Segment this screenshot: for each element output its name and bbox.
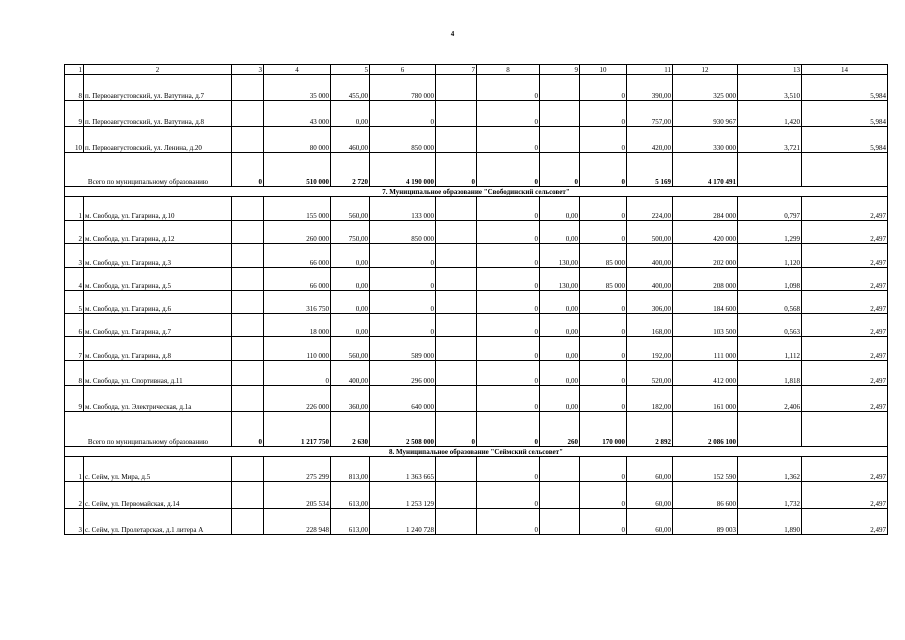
table-cell: 0 bbox=[580, 457, 627, 482]
table-cell bbox=[232, 244, 264, 268]
row-number: 1 bbox=[65, 457, 84, 482]
table-cell: 5,984 bbox=[802, 127, 888, 153]
address-cell: м. Свобода, ул. Гагарина, д.7 bbox=[84, 314, 232, 337]
table-row bbox=[65, 291, 888, 314]
total-cell: 5 169 bbox=[627, 153, 673, 187]
table-cell: 0 bbox=[477, 221, 540, 244]
table-cell: 400,00 bbox=[627, 268, 673, 291]
table-cell bbox=[232, 221, 264, 244]
table-cell: 0 bbox=[477, 197, 540, 221]
row-number: 5 bbox=[65, 291, 84, 314]
table-cell: 0 bbox=[580, 101, 627, 127]
table-row bbox=[65, 386, 888, 412]
table-cell: 589 000 bbox=[370, 337, 436, 361]
table-cell: 520,00 bbox=[627, 361, 673, 386]
row-number: 1 bbox=[65, 197, 84, 221]
table-cell: 2,497 bbox=[802, 221, 888, 244]
table-cell: 224,00 bbox=[627, 197, 673, 221]
table-cell: 2,497 bbox=[802, 457, 888, 482]
table-cell: 0 bbox=[477, 291, 540, 314]
table-cell: 85 000 bbox=[580, 268, 627, 291]
row-number: 2 bbox=[65, 221, 84, 244]
table-cell: 2,497 bbox=[802, 268, 888, 291]
total-cell bbox=[802, 153, 888, 187]
table-cell bbox=[232, 482, 264, 509]
table-cell: 0 bbox=[580, 337, 627, 361]
row-number: 9 bbox=[65, 386, 84, 412]
table-cell: 60,00 bbox=[627, 509, 673, 535]
table-cell: 640 000 bbox=[370, 386, 436, 412]
header-cell: 6 bbox=[370, 65, 436, 75]
table-cell: 43 000 bbox=[264, 101, 331, 127]
address-cell: п. Первоавгустовский, ул. Ленина, д.20 bbox=[84, 127, 232, 153]
row-number: 3 bbox=[65, 244, 84, 268]
table-cell: 85 000 bbox=[580, 244, 627, 268]
row-number: 8 bbox=[65, 361, 84, 386]
table-cell: 0 bbox=[580, 127, 627, 153]
table-cell bbox=[540, 457, 580, 482]
table-cell: 1,112 bbox=[738, 337, 802, 361]
table-cell: 306,00 bbox=[627, 291, 673, 314]
table-cell: 2,406 bbox=[738, 386, 802, 412]
table-row bbox=[65, 314, 888, 337]
header-cell: 11 bbox=[627, 65, 673, 75]
table-cell: 750,00 bbox=[331, 221, 370, 244]
table-cell: 0 bbox=[477, 268, 540, 291]
total-cell: 510 000 bbox=[264, 153, 331, 187]
table-cell bbox=[232, 337, 264, 361]
table-cell bbox=[436, 127, 477, 153]
table-cell: 1,890 bbox=[738, 509, 802, 535]
table-cell: 0,00 bbox=[540, 361, 580, 386]
header-cell: 4 bbox=[264, 65, 331, 75]
table-cell: 2,497 bbox=[802, 361, 888, 386]
total-cell: 2 508 000 bbox=[370, 412, 436, 447]
table-cell: 2,497 bbox=[802, 509, 888, 535]
table-cell: 460,00 bbox=[331, 127, 370, 153]
table-cell bbox=[232, 509, 264, 535]
table-row bbox=[65, 509, 888, 535]
table-cell: 1,299 bbox=[738, 221, 802, 244]
table-cell: 80 000 bbox=[264, 127, 331, 153]
table-cell: 2,497 bbox=[802, 197, 888, 221]
table-cell: 780 000 bbox=[370, 75, 436, 101]
table-cell: 390,00 bbox=[627, 75, 673, 101]
table-cell: 0 bbox=[477, 509, 540, 535]
section-title: 7. Муниципальное образование "Свободинский сельсовет" bbox=[65, 187, 888, 197]
total-cell: 2 086 100 bbox=[673, 412, 738, 447]
address-cell: п. Первоавгустовский, ул. Ватутина, д.7 bbox=[84, 75, 232, 101]
table-cell: 0,00 bbox=[540, 337, 580, 361]
total-cell: 0 bbox=[540, 153, 580, 187]
table-cell: 18 000 bbox=[264, 314, 331, 337]
data-table bbox=[64, 64, 888, 535]
table-cell bbox=[232, 457, 264, 482]
table-cell: 60,00 bbox=[627, 457, 673, 482]
table-cell: 455,00 bbox=[331, 75, 370, 101]
table-cell bbox=[436, 337, 477, 361]
table-cell: 0 bbox=[477, 314, 540, 337]
table-row bbox=[65, 337, 888, 361]
table-cell: 850 000 bbox=[370, 127, 436, 153]
table-cell: 316 750 bbox=[264, 291, 331, 314]
table-cell: 500,00 bbox=[627, 221, 673, 244]
table-cell: 850 000 bbox=[370, 221, 436, 244]
table-cell: 110 000 bbox=[264, 337, 331, 361]
table-cell: 296 000 bbox=[370, 361, 436, 386]
address-cell: с. Сейм, ул. Пролетарская, д.1 литера А bbox=[84, 509, 232, 535]
table-cell: 813,00 bbox=[331, 457, 370, 482]
table-cell: 202 000 bbox=[673, 244, 738, 268]
table-cell: 182,00 bbox=[627, 386, 673, 412]
table-cell: 3,510 bbox=[738, 75, 802, 101]
table-cell: 0 bbox=[477, 386, 540, 412]
table-cell: 228 948 bbox=[264, 509, 331, 535]
header-cell: 2 bbox=[84, 65, 232, 75]
table-cell: 133 000 bbox=[370, 197, 436, 221]
table-cell: 275 299 bbox=[264, 457, 331, 482]
table-cell bbox=[540, 101, 580, 127]
table-cell: 1,098 bbox=[738, 268, 802, 291]
table-cell bbox=[436, 361, 477, 386]
table-cell: 2,497 bbox=[802, 291, 888, 314]
header-cell: 10 bbox=[580, 65, 627, 75]
table-cell bbox=[436, 291, 477, 314]
table-cell: 0 bbox=[580, 314, 627, 337]
table-cell: 2,497 bbox=[802, 337, 888, 361]
total-row bbox=[65, 153, 888, 187]
table-cell: 613,00 bbox=[331, 482, 370, 509]
total-label: Всего по муниципальному образованию bbox=[65, 412, 232, 447]
table-cell: 0 bbox=[580, 361, 627, 386]
address-cell: м. Свобода, ул. Гагарина, д.12 bbox=[84, 221, 232, 244]
row-number: 2 bbox=[65, 482, 84, 509]
total-cell: 0 bbox=[477, 153, 540, 187]
total-cell bbox=[738, 153, 802, 187]
table-cell bbox=[436, 268, 477, 291]
table-cell: 1 253 129 bbox=[370, 482, 436, 509]
row-number: 6 bbox=[65, 314, 84, 337]
table-cell: 560,00 bbox=[331, 197, 370, 221]
total-label: Всего по муниципальному образованию bbox=[65, 153, 232, 187]
total-cell: 0 bbox=[436, 153, 477, 187]
table-cell: 60,00 bbox=[627, 482, 673, 509]
address-cell: с. Сейм, ул. Первомайская, д.14 bbox=[84, 482, 232, 509]
table-cell: 930 967 bbox=[673, 101, 738, 127]
table-cell: 1,818 bbox=[738, 361, 802, 386]
address-cell: м. Свобода, ул. Гагарина, д.10 bbox=[84, 197, 232, 221]
table-cell: 0 bbox=[370, 244, 436, 268]
table-row bbox=[65, 75, 888, 101]
table-cell: 161 000 bbox=[673, 386, 738, 412]
table-cell: 0,00 bbox=[540, 221, 580, 244]
table-cell: 205 534 bbox=[264, 482, 331, 509]
table-cell bbox=[436, 221, 477, 244]
total-cell: 260 bbox=[540, 412, 580, 447]
table-cell bbox=[436, 482, 477, 509]
header-cell: 12 bbox=[673, 65, 738, 75]
table-cell: 0 bbox=[580, 221, 627, 244]
table-cell: 0 bbox=[477, 101, 540, 127]
address-cell: м. Свобода, ул. Гагарина, д.5 bbox=[84, 268, 232, 291]
total-cell: 1 217 750 bbox=[264, 412, 331, 447]
row-number: 9 bbox=[65, 101, 84, 127]
section-title: 8. Муниципальное образование "Сеймский сельсовет" bbox=[65, 447, 888, 457]
table-cell: 0 bbox=[370, 268, 436, 291]
address-cell: м. Свобода, ул. Гагарина, д.8 bbox=[84, 337, 232, 361]
table-cell: 2,497 bbox=[802, 482, 888, 509]
row-number: 8 bbox=[65, 75, 84, 101]
table-cell bbox=[436, 75, 477, 101]
table-cell: 5,984 bbox=[802, 75, 888, 101]
table-cell bbox=[436, 386, 477, 412]
table-cell: 208 000 bbox=[673, 268, 738, 291]
table-cell: 0 bbox=[580, 75, 627, 101]
table-cell: 0 bbox=[477, 127, 540, 153]
table-cell: 1,732 bbox=[738, 482, 802, 509]
table-row bbox=[65, 197, 888, 221]
table-cell: 400,00 bbox=[627, 244, 673, 268]
address-cell: с. Сейм, ул. Мира, д.5 bbox=[84, 457, 232, 482]
table-cell: 0 bbox=[477, 457, 540, 482]
table-cell: 0 bbox=[477, 75, 540, 101]
table-cell: 613,00 bbox=[331, 509, 370, 535]
table-cell: 2,497 bbox=[802, 386, 888, 412]
table-cell: 0,00 bbox=[540, 291, 580, 314]
table-cell: 0 bbox=[580, 386, 627, 412]
header-row bbox=[65, 65, 888, 75]
table-cell: 1 240 728 bbox=[370, 509, 436, 535]
total-cell bbox=[802, 412, 888, 447]
table-cell bbox=[232, 361, 264, 386]
total-cell: 4 190 000 bbox=[370, 153, 436, 187]
table-cell: 3,721 bbox=[738, 127, 802, 153]
row-number: 3 bbox=[65, 509, 84, 535]
total-cell: 2 720 bbox=[331, 153, 370, 187]
table-cell: 0 bbox=[370, 314, 436, 337]
table-cell: 86 600 bbox=[673, 482, 738, 509]
header-cell: 13 bbox=[738, 65, 802, 75]
table-cell bbox=[540, 75, 580, 101]
table-cell: 130,00 bbox=[540, 244, 580, 268]
table-cell: 0 bbox=[477, 482, 540, 509]
header-cell: 7 bbox=[436, 65, 477, 75]
table-cell: 89 003 bbox=[673, 509, 738, 535]
total-cell bbox=[738, 412, 802, 447]
table-row bbox=[65, 361, 888, 386]
table-row bbox=[65, 482, 888, 509]
table-cell: 420 000 bbox=[673, 221, 738, 244]
total-cell: 170 000 bbox=[580, 412, 627, 447]
table-cell bbox=[540, 127, 580, 153]
table-row bbox=[65, 268, 888, 291]
row-number: 7 bbox=[65, 337, 84, 361]
table-cell: 330 000 bbox=[673, 127, 738, 153]
total-cell: 0 bbox=[477, 412, 540, 447]
table-cell: 226 000 bbox=[264, 386, 331, 412]
table-cell: 5,984 bbox=[802, 101, 888, 127]
table-cell bbox=[232, 75, 264, 101]
table-cell bbox=[436, 244, 477, 268]
table-cell: 0,563 bbox=[738, 314, 802, 337]
row-number: 10 bbox=[65, 127, 84, 153]
table-cell: 130,00 bbox=[540, 268, 580, 291]
table-cell bbox=[436, 197, 477, 221]
table-cell bbox=[232, 268, 264, 291]
table-row bbox=[65, 457, 888, 482]
table-cell: 35 000 bbox=[264, 75, 331, 101]
address-cell: п. Первоавгустовский, ул. Ватутина, д.8 bbox=[84, 101, 232, 127]
table-cell: 184 600 bbox=[673, 291, 738, 314]
table-cell: 757,00 bbox=[627, 101, 673, 127]
table-cell bbox=[232, 197, 264, 221]
table-row bbox=[65, 244, 888, 268]
table-cell: 260 000 bbox=[264, 221, 331, 244]
header-cell: 3 bbox=[232, 65, 264, 75]
table-cell bbox=[232, 314, 264, 337]
address-cell: м. Свобода, ул. Электрическая, д.1а bbox=[84, 386, 232, 412]
table-row bbox=[65, 127, 888, 153]
table-cell: 400,00 bbox=[331, 361, 370, 386]
address-cell: м. Свобода, ул. Гагарина, д.3 bbox=[84, 244, 232, 268]
table-cell bbox=[436, 101, 477, 127]
table-cell: 0 bbox=[580, 197, 627, 221]
address-cell: м. Свобода, ул. Спортивная, д.11 bbox=[84, 361, 232, 386]
table-cell: 0,568 bbox=[738, 291, 802, 314]
table-cell: 111 000 bbox=[673, 337, 738, 361]
total-cell: 2 630 bbox=[331, 412, 370, 447]
address-cell: м. Свобода, ул. Гагарина, д.6 bbox=[84, 291, 232, 314]
table-cell: 0,00 bbox=[540, 386, 580, 412]
total-cell: 4 170 491 bbox=[673, 153, 738, 187]
table-cell: 0,00 bbox=[331, 314, 370, 337]
total-cell: 2 892 bbox=[627, 412, 673, 447]
table-cell: 284 000 bbox=[673, 197, 738, 221]
table-cell: 1,420 bbox=[738, 101, 802, 127]
header-cell: 9 bbox=[540, 65, 580, 75]
table-cell: 66 000 bbox=[264, 244, 331, 268]
table-cell: 66 000 bbox=[264, 268, 331, 291]
table-cell: 0,00 bbox=[331, 291, 370, 314]
table-cell: 192,00 bbox=[627, 337, 673, 361]
row-number: 4 bbox=[65, 268, 84, 291]
table-cell: 0 bbox=[580, 482, 627, 509]
table-cell bbox=[540, 509, 580, 535]
table-cell: 420,00 bbox=[627, 127, 673, 153]
table-cell: 0 bbox=[370, 101, 436, 127]
table-cell: 0,00 bbox=[331, 244, 370, 268]
section-title-row bbox=[65, 447, 888, 457]
table-cell: 0 bbox=[580, 509, 627, 535]
table-row bbox=[65, 101, 888, 127]
table-cell: 0 bbox=[477, 244, 540, 268]
header-cell: 5 bbox=[331, 65, 370, 75]
table-cell: 168,00 bbox=[627, 314, 673, 337]
table-cell: 412 000 bbox=[673, 361, 738, 386]
header-cell: 8 bbox=[477, 65, 540, 75]
total-cell: 0 bbox=[580, 153, 627, 187]
page-number: 4 bbox=[450, 30, 455, 38]
table-cell: 0 bbox=[264, 361, 331, 386]
table-cell bbox=[232, 386, 264, 412]
table-row bbox=[65, 221, 888, 244]
section-title-row bbox=[65, 187, 888, 197]
table-cell: 360,00 bbox=[331, 386, 370, 412]
header-cell: 1 bbox=[65, 65, 84, 75]
table-cell: 0,00 bbox=[331, 268, 370, 291]
table-cell: 0 bbox=[370, 291, 436, 314]
table-cell: 0,00 bbox=[540, 314, 580, 337]
total-cell: 0 bbox=[436, 412, 477, 447]
table-cell: 0,00 bbox=[331, 101, 370, 127]
table-cell bbox=[232, 127, 264, 153]
table-cell: 1,120 bbox=[738, 244, 802, 268]
table-cell bbox=[540, 482, 580, 509]
table-cell: 325 000 bbox=[673, 75, 738, 101]
table-cell bbox=[232, 291, 264, 314]
table-cell: 0,797 bbox=[738, 197, 802, 221]
table-cell bbox=[436, 314, 477, 337]
table-cell: 0 bbox=[477, 361, 540, 386]
table-cell bbox=[436, 509, 477, 535]
total-cell: 0 bbox=[232, 153, 264, 187]
table-cell: 152 590 bbox=[673, 457, 738, 482]
table-cell: 1,362 bbox=[738, 457, 802, 482]
table-cell: 0 bbox=[580, 291, 627, 314]
table-cell bbox=[436, 457, 477, 482]
table-cell: 155 000 bbox=[264, 197, 331, 221]
total-cell: 0 bbox=[232, 412, 264, 447]
table-cell: 1 363 665 bbox=[370, 457, 436, 482]
table-cell: 0,00 bbox=[540, 197, 580, 221]
table-cell: 560,00 bbox=[331, 337, 370, 361]
table-cell: 0 bbox=[477, 337, 540, 361]
table-cell: 103 500 bbox=[673, 314, 738, 337]
table-cell bbox=[232, 101, 264, 127]
table-cell: 2,497 bbox=[802, 244, 888, 268]
header-cell: 14 bbox=[802, 65, 888, 75]
total-row bbox=[65, 412, 888, 447]
table-cell: 2,497 bbox=[802, 314, 888, 337]
